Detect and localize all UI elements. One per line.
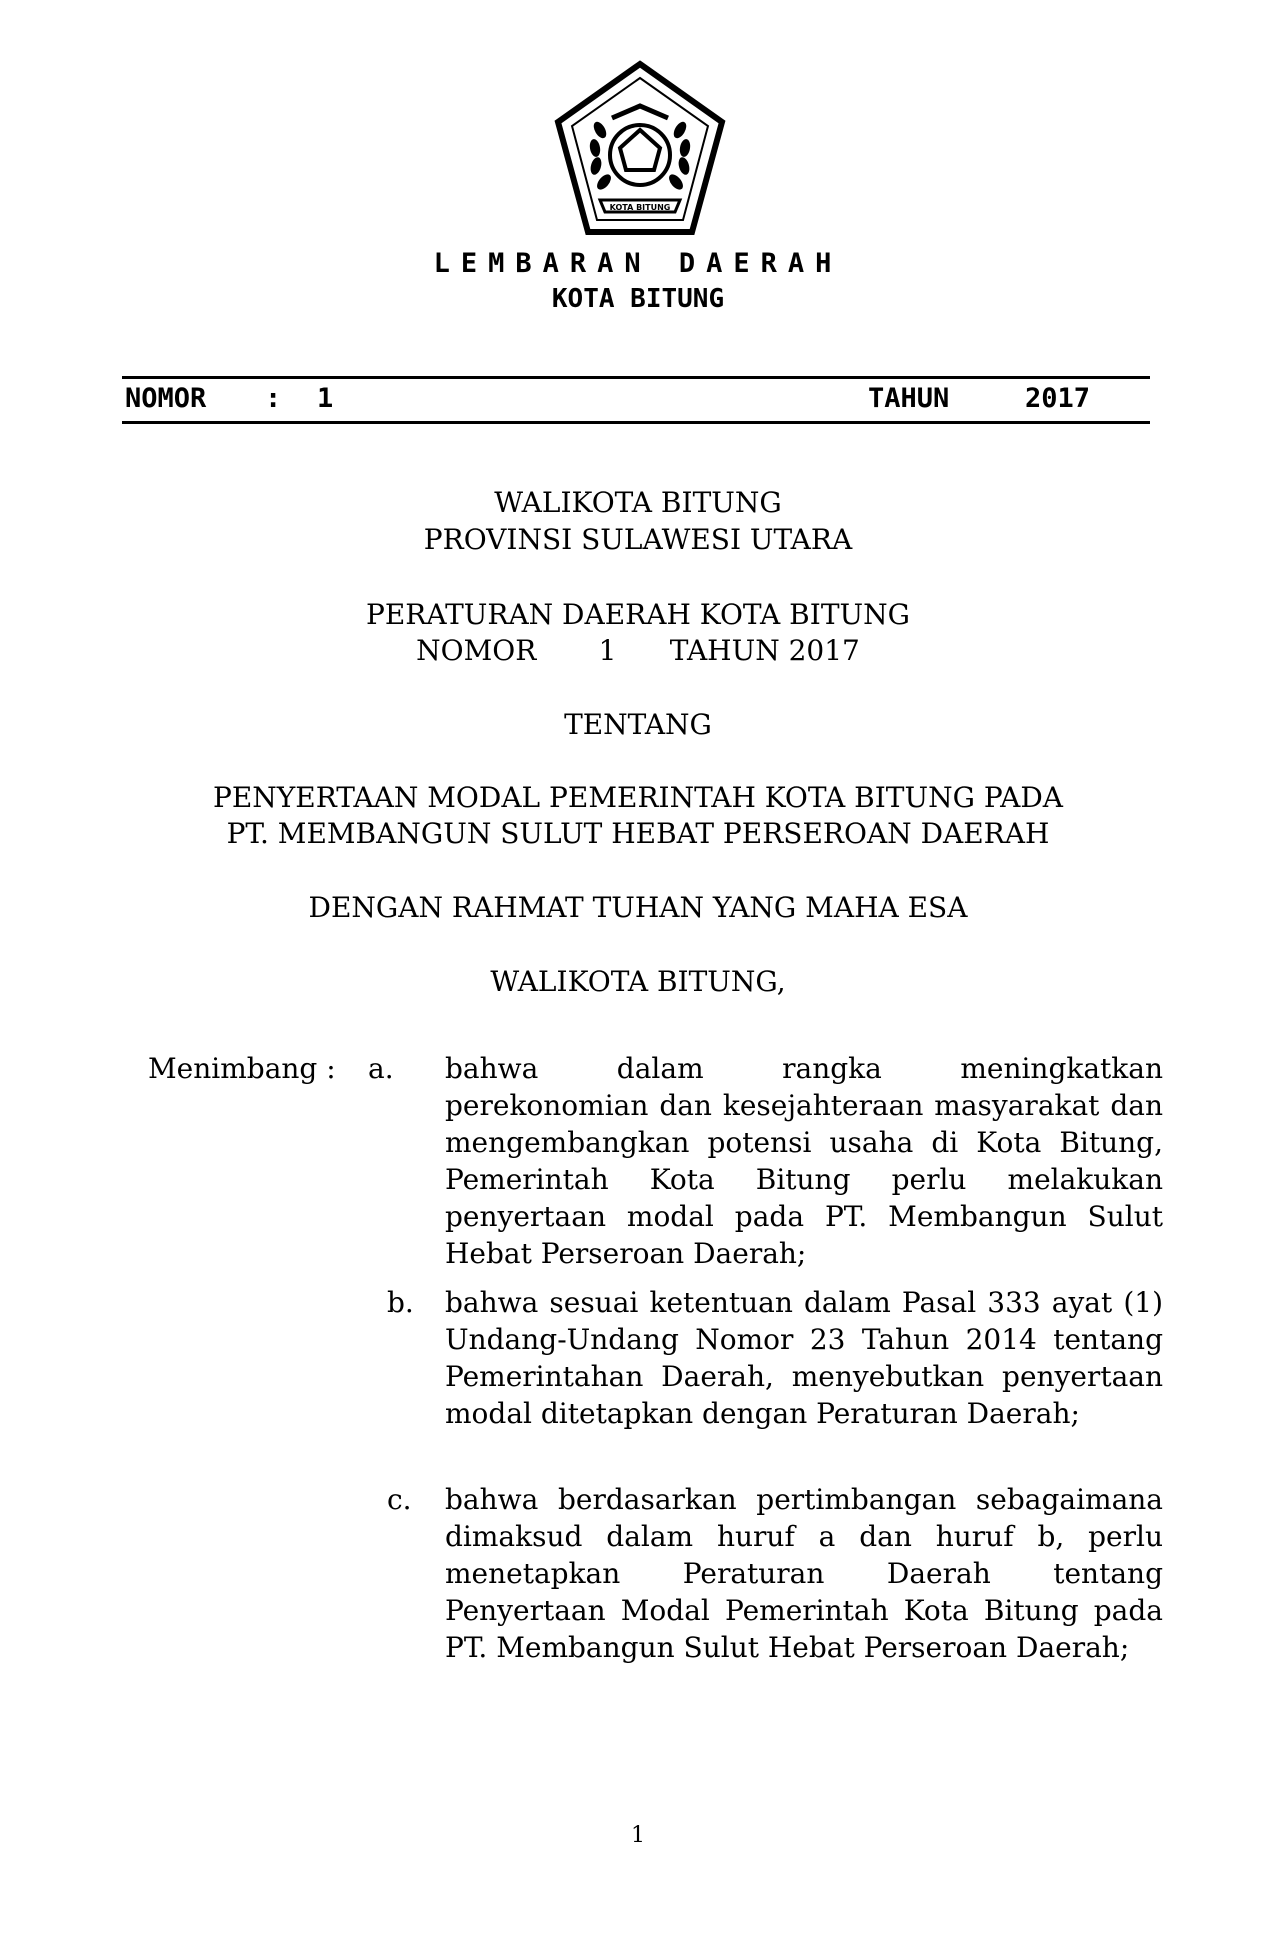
bottom-rule [122,421,1150,424]
tahun-value: 2017 [1025,383,1091,414]
subject-line1: PENYERTAAN MODAL PEMERINTAH KOTA BITUNG PADA [212,781,1063,814]
consideration-c: bahwa berdasarkan pertimbangan sebagaimana dimaksud dalam huruf a dan huruf b, perlu menetapkan Peraturan Daerah tentang Penyertaan Modal Pemerintah Kota Bitung pada PT. Membangun Sulut Hebat Perseroan Daerah; [445,1483,1163,1664]
item-marker: a. [368,1052,394,1085]
invocation: DENGAN RAHMAT TUHAN YANG MAHA ESA [308,891,968,924]
kota-bitung-emblem-icon [550,60,730,240]
nomor-label: NOMOR [125,383,207,414]
item-marker: c. [387,1483,412,1516]
subject-line2: PT. MEMBANGUN SULUT HEBAT PERSEROAN DAERAH [226,817,1050,850]
number-bar [125,383,1125,419]
nomor-separator: : [265,383,282,414]
considerations-label: Menimbang : [148,1052,336,1085]
consideration-b: bahwa sesuai ketentuan dalam Pasal 333 ayat (1) Undang-Undang Nomor 23 Tahun 2014 tentang Pemerintahan Daerah, menyebutkan penyertaan modal ditetapkan dengan Peraturan Daerah; [445,1286,1163,1430]
page-number: 1 [631,1823,645,1848]
emblem-text: KOTA BITUNG [609,203,671,212]
gazette-city: KOTA BITUNG [551,284,725,314]
item-marker: b. [387,1286,414,1319]
nomor-value: 1 [317,383,334,414]
tahun-label: TAHUN [868,383,950,414]
gazette-title: LEMBARAN DAERAH [433,248,843,279]
regulation-number: NOMOR 1 TAHUN 2017 [416,634,860,667]
top-rule [122,376,1150,379]
enactor: WALIKOTA BITUNG, [490,965,786,998]
regulation-title: PERATURAN DAERAH KOTA BITUNG [366,598,910,631]
authority-line1: WALIKOTA BITUNG [494,486,782,519]
authority-line2: PROVINSI SULAWESI UTARA [423,523,853,556]
about-heading: TENTANG [564,708,712,741]
consideration-a: bahwa dalam rangka meningkatkan perekonomian dan kesejahteraan masyarakat dan mengembangkan potensi usaha di Kota Bitung, Pemerintah Kota Bitung perlu melakukan penyertaan modal pada PT. Membangun Sulut Hebat Perseroan Daerah; [445,1052,1163,1270]
